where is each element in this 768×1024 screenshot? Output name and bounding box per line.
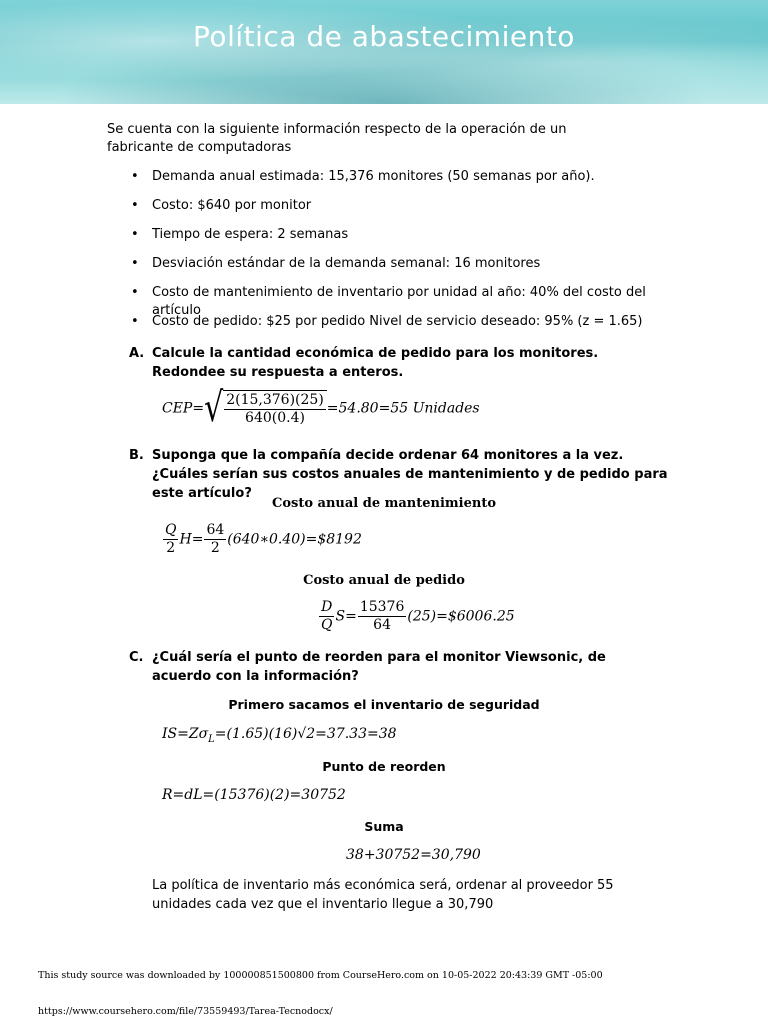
heading-reorden: Punto de reorden	[322, 759, 446, 774]
bullet-icon: •	[131, 256, 139, 271]
bullet-icon: •	[131, 285, 139, 300]
intro-paragraph: Se cuenta con la siguiente información respecto de la operación de un fabricante de computadoras	[107, 122, 567, 155]
data-list	[107, 168, 667, 342]
list-item-text: Costo de mantenimiento de inventario por unidad al año: 40% del costo del artículo	[152, 285, 646, 318]
question-letter: C.	[129, 650, 144, 665]
list-item-text: Costo: $640 por monitor	[152, 198, 312, 213]
list-item	[107, 226, 667, 255]
bullet-icon: •	[131, 198, 139, 213]
heading-pedido: Costo anual de pedido	[303, 573, 465, 588]
list-item	[107, 197, 667, 226]
cep-result: =54.80=55 Unidades	[326, 400, 480, 417]
cep-lhs: CEP=	[162, 400, 205, 417]
bullet-icon: •	[131, 314, 139, 329]
heading-mantenimiento: Costo anual de mantenimiento	[271, 496, 497, 511]
list-item	[107, 168, 667, 197]
list-item-text: Tiempo de espera: 2 semanas	[152, 227, 349, 242]
conclusion-paragraph: La política de inventario más económica será, ordenar al proveedor 55 unidades cada vez que el inventario llegue a 30,790	[152, 878, 614, 912]
question-text: Calcule la cantidad económica de pedido para los monitores. Redondee su respuesta a enteros.	[152, 346, 599, 380]
question-text: Suponga que la compañía decide ordenar 64 monitores a la vez. ¿Cuáles serían sus costos anuales de mantenimiento y de pedido para este artículo?	[152, 448, 668, 501]
sqrt-icon: √ $\frac{2(15,376)(25)}{640(0.4)}$	[204, 390, 327, 427]
question-letter: A.	[129, 346, 145, 361]
question-text: ¿Cuál sería el punto de reorden para el monitor Viewsonic, de acuerdo con la información?	[152, 650, 606, 684]
list-item	[107, 255, 667, 284]
question-letter: B.	[129, 448, 144, 463]
question-a	[129, 344, 669, 382]
reorden-formula: R=dL=(15376)(2)=30752	[162, 787, 346, 803]
cep-fraction: $\frac{2(15,376)(25)}{640(0.4)}$	[226, 392, 324, 426]
question-b	[129, 446, 669, 503]
seguridad-formula: $IS=Z\sigma_L=(1.65)(16)√2=37.33=38$	[162, 726, 397, 745]
pedido-formula: $\frac{D}{Q}$ S= $\frac{15376}{64}$ (25)=$6006.25	[321, 599, 515, 633]
list-item	[107, 313, 667, 342]
list-item-text: Desviación estándar de la demanda semanal: 16 monitores	[152, 256, 541, 271]
bullet-icon: •	[131, 169, 139, 184]
bullet-icon: •	[131, 227, 139, 242]
list-item-text: Costo de pedido: $25 por pedido Nivel de servicio deseado: 95% (z = 1.65)	[152, 314, 643, 329]
list-item-text: Demanda anual estimada: 15,376 monitores (50 semanas por año).	[152, 169, 595, 184]
heading-suma: Suma	[364, 819, 404, 834]
pedido-result: (25)=$6006.25	[407, 608, 515, 625]
list-item	[107, 284, 667, 318]
mantenimiento-formula: $\frac{Q}{2}$ H= $\frac{64}{2}$ (640∗0.40)=$8192	[165, 522, 362, 556]
heading-seguridad: Primero sacamos el inventario de seguridad	[228, 697, 540, 712]
cep-formula	[162, 384, 480, 432]
footer-source: This study source was downloaded by 100000851500800 from CourseHero.com on 10-05-2022 20:43:39 GMT -05:00	[38, 970, 603, 981]
title-banner	[0, 0, 768, 104]
page-title: Política de abastecimiento	[193, 20, 575, 53]
suma-formula: 38+30752=30,790	[346, 847, 481, 863]
mantenimiento-result: (640∗0.40)=$8192	[227, 531, 362, 548]
question-c	[129, 648, 669, 686]
footer-url[interactable]: https://www.coursehero.com/file/73559493/Tarea-Tecnodocx/	[38, 1006, 333, 1017]
